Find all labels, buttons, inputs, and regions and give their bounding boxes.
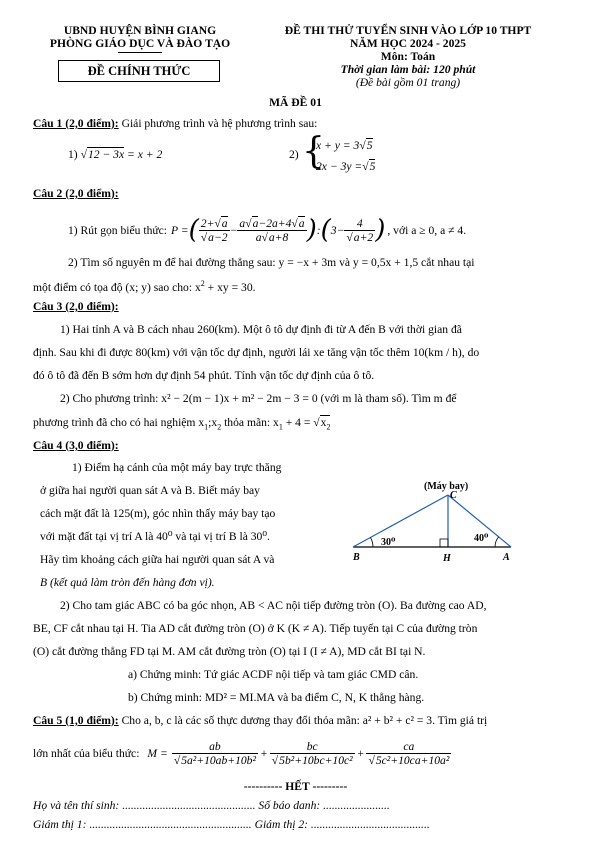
q1-part-2-label: 2) — [289, 148, 299, 161]
end-marker: ---------- HẾT --------- — [243, 780, 348, 793]
q1-eq1-text: x + y = 3 — [316, 139, 360, 152]
q4-part-1-line-2: ở giữa hai người quan sát A và B. Biết máy bay — [40, 484, 260, 497]
q4-part-2-line-2: BE, CF cắt nhau tại H. Tia AD cắt đường tròn (O) ở K (K ≠ A). Tiếp tuyến tại C của đường tròn — [33, 622, 478, 635]
official-badge: ĐỀ CHÍNH THỨC — [58, 60, 220, 82]
q3-part-1-line-1: 1) Hai tỉnh A và B cách nhau 260(km). Một ô tô dự định đi từ A đến B với thời gian đã — [60, 323, 462, 336]
q3-part-2-line-2: phương trình đã cho có hai nghiệm $x_1;x_2$ thỏa mãn: $x_1 + 4 = √x_2$ — [33, 416, 331, 432]
q3-line2-c: + 4 = — [282, 416, 311, 429]
figure-label-A: A — [503, 552, 510, 563]
q2-part-2-line-2: một điểm có tọa độ (x; y) sao cho: $x^2$ + xy = 30. — [33, 279, 256, 294]
school-year: NĂM HỌC 2024 - 2025 — [350, 37, 466, 50]
q1-part-1-label: 1) — [68, 148, 78, 161]
helicopter-diagram — [340, 478, 530, 573]
q5-expression: $\frac{ab}{\text{√5a²+10ab+10b²}}$ + $\frac{bc}{\text{√5b²+10bc+10c²}}$ + $\frac{ca}{\text{√5c²+10ca+10a²}}$ — [173, 739, 450, 767]
q1-part-1-rhs: = x + 2 — [127, 148, 163, 161]
question-3-title: Câu 3 (2,0 điểm): — [33, 300, 119, 313]
q3-part-2-line-1: 2) Cho phương trình: x² − 2(m − 1)x + m² − 2m − 3 = 0 (với m là tham số). Tìm m để — [60, 392, 457, 405]
angle-B-arc — [371, 538, 374, 548]
angle-A-arc — [495, 537, 499, 547]
q3-part-1-line-3: đó ô tô đã đến B sớm hơn dự định 54 phút. Tính vận tốc dự định của ô tô. — [33, 369, 375, 382]
figure-angle-A: 40⁰ — [474, 533, 489, 544]
q4-part-1-line-3: cách mặt đất là 125(m), góc nhìn thấy máy bay tạo — [40, 507, 276, 520]
q1-eq2-text: 2x − 3y = — [316, 160, 363, 173]
time-limit: Thời gian làm bài: 120 phút — [340, 63, 476, 76]
exam-code: MÃ ĐỀ 01 — [269, 96, 322, 109]
question-5-line-1: Cho a, b, c là các số thực dương thay đổi thỏa mãn: a² + b² + c² = 3. Tìm giá trị — [121, 714, 488, 727]
question-5-line-2: lớn nhất của biểu thức: — [33, 746, 140, 760]
question-1-title: Câu 1 (2,0 điểm): — [33, 117, 119, 130]
proctor-info: Giám thị 1: ........................................................ Giám thị 2: ......................................... — [33, 818, 430, 831]
q1-eq1-radicand: 5 — [366, 139, 373, 152]
question-1 — [33, 116, 317, 132]
right-angle-mark — [440, 539, 448, 547]
office-name: PHÒNG GIÁO DỤC VÀ ĐÀO TẠO — [49, 37, 231, 50]
q1-part-1: 1) √12 − 3x = x + 2 — [68, 148, 163, 161]
q5-M: M = — [147, 746, 168, 760]
header-divider — [118, 52, 162, 53]
question-5-line-2-row — [33, 733, 451, 773]
question-2-title: Câu 2 (2,0 điểm): — [33, 187, 119, 200]
q4-part-1-line-1: 1) Điểm hạ cánh của một máy bay trực thăng — [72, 461, 282, 474]
q4-part-1-line-5: Hãy tìm khoảng cách giữa hai người quan sát A và — [40, 553, 275, 566]
q4-part-2-line-3: (O) cắt đường thẳng FD tại M. AM cắt đường tròn (O) tại I (I ≠ A), MD cắt BI tại N. — [33, 645, 426, 658]
figure-angle-B: 30⁰ — [381, 537, 396, 548]
q2-part-1-P: P = — [171, 223, 189, 237]
q1-part-1-radicand: 12 − 3x — [87, 148, 125, 161]
system-brace: { — [302, 131, 325, 172]
q3-line2-b: thỏa mãn: x — [221, 416, 279, 429]
q2-part-2-line-1: 2) Tìm số nguyên m để hai đường thẳng sau: y = −x + 3m và y = 0,5x + 1,5 cắt nhau tại — [68, 256, 475, 269]
q1-part-2-eq1: x + y = 3√5 — [316, 139, 373, 152]
q4-part-2-line-1: 2) Cho tam giác ABC có ba góc nhọn, AB < AC nội tiếp đường tròn (O). Ba đường cao AD, — [60, 599, 487, 612]
q2-part-1-text: 1) Rút gọn biểu thức: — [68, 223, 168, 237]
line-BC — [353, 495, 448, 547]
q3-part-1-line-2: định. Sau khi đi được 80(km) với vận tốc dự định, người lái xe tăng vận tốc thêm 10(km / h), do — [33, 346, 480, 359]
figure-label-C: C — [450, 490, 457, 501]
q4-part-1-line-4: với mặt đất tại vị trí A là 40⁰ và tại vị trí B là 30⁰. — [40, 530, 270, 543]
q2-expression: ( $\frac{2+√a}{√a-2}$ − $\frac{a√a-2a+4√a}{a√a+8}$ ) : ( 3− $\frac{4}{√a+2}$ ) — [188, 215, 386, 245]
q2-line2-a: một điểm có tọa độ (x; y) sao cho: x — [33, 280, 201, 294]
page-count: (Đề bài gồm 01 trang) — [355, 76, 461, 89]
figure-label-B: B — [353, 552, 360, 563]
question-4-title: Câu 4 (3,0 điểm): — [33, 439, 119, 452]
q2-part-1 — [68, 210, 466, 250]
q2-part-1-condition: , với a ≥ 0, a ≠ 4. — [387, 223, 467, 237]
subject: Môn: Toán — [380, 50, 436, 63]
question-1-intro: Giải phương trình và hệ phương trình sau: — [121, 117, 318, 130]
q3-line2-a: phương trình đã cho có hai nghiệm x — [33, 416, 205, 429]
q1-eq2-radicand: 5 — [369, 160, 376, 173]
candidate-info: Họ và tên thí sinh: .............................................. Số báo danh: ....................... — [33, 799, 390, 812]
department-name: UBND HUYỆN BÌNH GIANG — [63, 24, 217, 37]
q1-part-2-eq2: 2x − 3y =√5 — [316, 160, 376, 173]
figure-label-plane: (Máy bay) — [424, 481, 469, 492]
q4-part-2-b: b) Chứng minh: MD² = MI.MA và ba điểm C, N, K thẳng hàng. — [128, 691, 425, 704]
question-5 — [33, 713, 487, 729]
question-5-title: Câu 5 (1,0 điểm): — [33, 714, 119, 727]
q2-line2-b: + xy = 30. — [204, 280, 256, 294]
q4-part-2-a: a) Chứng minh: Tứ giác ACDF nội tiếp và tam giác CMD cân. — [128, 668, 419, 681]
exam-title: ĐỀ THI THỬ TUYỂN SINH VÀO LỚP 10 THPT — [284, 24, 532, 37]
q4-part-1-line-6: B (kết quả làm tròn đến hàng đơn vị). — [40, 576, 215, 589]
figure-label-H: H — [443, 553, 451, 564]
